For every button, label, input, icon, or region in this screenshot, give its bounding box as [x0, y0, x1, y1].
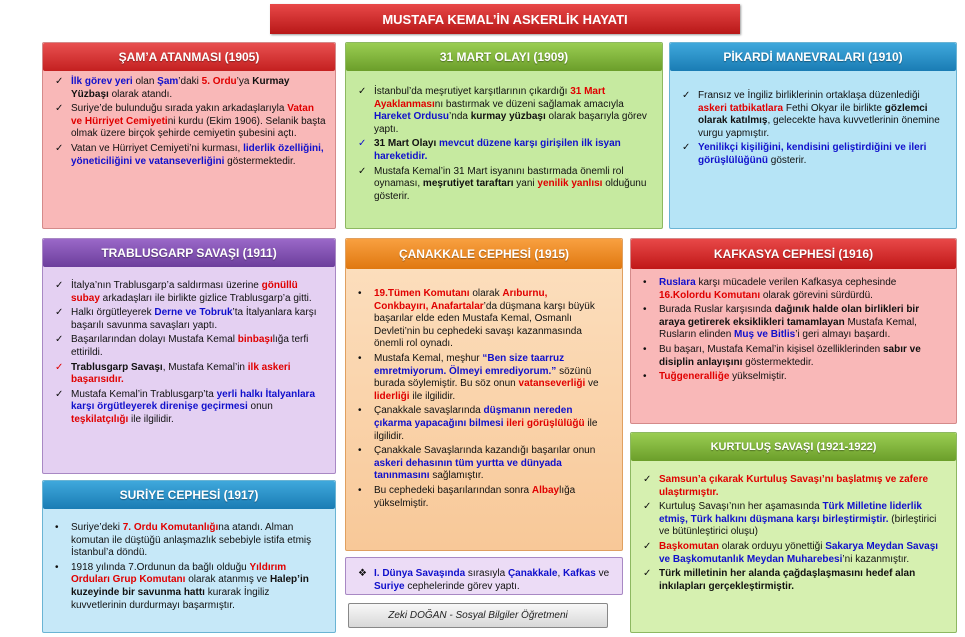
- card-suriye: [42, 480, 336, 633]
- card-31-mart-header: 31 MART OLAYI (1909): [346, 43, 662, 71]
- list-item: ✓ Kurtuluş Savaşı’nın her aşamasında Türk Milletine liderlik etmiş, Türk halkını düşmana karşı birleştirmiştir. (birleştirici ve bütünleştirici oluşu): [643, 501, 937, 538]
- list-item: ✓ İtalya’nın Trablusgarp’a saldırması üzerine gönüllü subay arkadaşları ile birlikte gizlice Trablusgarp’a gitti.: [55, 280, 312, 304]
- card-kurtulus-header: KURTULUŞ SAVAŞI (1921-1922): [631, 433, 956, 461]
- list-item: ✓ Samsun’a çıkarak Kurtuluş Savaşı’nı başlatmış ve zafere ulaştırmıştır.: [643, 474, 929, 498]
- card-kurtulus: [630, 432, 957, 633]
- list-item: ✓ Başarılarından dolayı Mustafa Kemal binbaşılığa terfi ettirildi.: [55, 334, 309, 358]
- list-item: • Burada Ruslar karşısında dağınık halde olan birlikleri bir araya getirerek eksiklikleri tamamlayan Mustafa Kemal, Rusların elinden Muş ve Bitlis’i geri almayı başardı.: [643, 304, 920, 341]
- card-trablusgarp: [42, 238, 336, 474]
- list-item: • 19.Tümen Komutanı olarak Arıburnu, Conkbayırı, Anafartalar’da düşmana karşı büyük başarılar elde eden Mustafa Kemal, Osmanlı Devleti’nin bu cephedeki savaşı kazanmasında önemli rol oynadı.: [358, 288, 595, 350]
- list-item: ✓ Halkı örgütleyerek Derne ve Tobruk’ta İtalyanlara karşı başarılı savunma savaşları yaptı.: [55, 307, 317, 331]
- card-pikardi-header: PİKARDİ MANEVRALARI (1910): [670, 43, 956, 71]
- list-item: ✓ Fransız ve İngiliz birliklerinin ortaklaşa düzenlediği askeri tatbikatlara Fethi Okyar ile birlikte gözlemci olarak katılmış, gelecekte hava kuvvetlerinin önemine vurgu yapmıştır.: [682, 90, 940, 139]
- list-item: • Bu cephedeki başarılarından sonra Albaylığa yükselmiştir.: [358, 484, 576, 509]
- list-item: • Bu başarı, Mustafa Kemal’in kişisel özelliklerinden sabır ve disiplin anlayışını göstermektedir.: [643, 343, 921, 368]
- list-item: ✓ Mustafa Kemal’in 31 Mart isyanını bastırmada önemli rol oynaması, meşrutiyet taraftarı yani yenilik yanlısı olduğunu gösterir.: [358, 165, 647, 202]
- list-item: • Tuğgeneralliğe yükselmiştir.: [643, 371, 787, 383]
- list-item: ✓ İstanbul’da meşrutiyet karşıtlarının çıkardığı 31 Mart Ayaklanmasını bastırmak ve düzeni sağlamak amacıyla Hareket Ordusu’nda kurmay yüzbaşı olarak başarıyla görev yaptı.: [358, 86, 647, 135]
- list-item: ✓ 31 Mart Olayı mevcut düzene karşı girişilen ilk isyan hareketidir.: [358, 138, 621, 162]
- list-item: • 1918 yılında 7.Ordunun da bağlı olduğu Yıldırım Orduları Grup Komutanı olarak atanmış ve Halep’in kuzeyinde bir savunma hattı kurarak İngiliz kuvvetlerinin durdurmayı başarmıştır.: [55, 561, 309, 611]
- list-item: • Suriye’deki 7. Ordu Komutanlığına atandı. Alman komutan ile düştüğü anlaşmazlık sebebiyle istifa etmiş İstanbul’a döndü.: [55, 522, 312, 559]
- card-canakkale: [345, 238, 623, 551]
- list-item: ✓ Türk milletinin her alanda çağdaşlaşmasını hedef alan inkılapları gerçekleştirmiştir.: [643, 568, 916, 592]
- list-item: • Çanakkale Savaşlarında kazandığı başarılar onun askeri dehasının tüm yurtta ve dünyada tanınmasını sağlamıştır.: [358, 445, 596, 482]
- list-item: ✓ İlk görev yeri olan Şam’daki 5. Ordu’ya Kurmay Yüzbaşı olarak atandı.: [55, 76, 290, 100]
- author-credit: Zeki DOĞAN - Sosyal Bilgiler Öğretmeni: [348, 603, 608, 628]
- list-item: ✓ Yenilikçi kişiliğini, kendisini geliştirdiğini ve ileri görüşlülüğünü gösterir.: [682, 142, 927, 166]
- list-item: ✓ Suriye’de bulunduğu sırada yakın arkadaşlarıyla Vatan ve Hürriyet Cemiyetini kurdu (Ekim 1906). Selanik başta olmak üzere birçok şehirde cemiyetin şubesini açtı.: [55, 103, 326, 140]
- list-item: ✓ Mustafa Kemal’in Trablusgarp’ta yerli halkı İtalyanlara karşı örgütleyerek direnişe geçirmesi onun teşkilatçılığı ile ilgilidir.: [55, 388, 316, 425]
- card-sam-header: ŞAM’A ATANMASI (1905): [43, 43, 335, 71]
- card-canakkale-header: ÇANAKKALE CEPHESİ (1915): [346, 239, 622, 269]
- list-item: • Çanakkale savaşlarında düşmanın nereden çıkarma yapacağını bilmesi ileri görüşlülüğü ile ilgilidir.: [358, 405, 598, 442]
- card-suriye-header: SURİYE CEPHESİ (1917): [43, 481, 335, 509]
- card-31-mart: [345, 42, 663, 229]
- card-trablusgarp-header: TRABLUSGARP SAVAŞI (1911): [43, 239, 335, 267]
- list-item: ❖ I. Dünya Savaşında sırasıyla Çanakkale, Kafkas ve Suriye cephelerinde görev yaptı.: [358, 568, 610, 592]
- card-dunya-savasi: [345, 557, 623, 595]
- page-title: MUSTAFA KEMAL’İN ASKERLİK HAYATI: [270, 4, 740, 34]
- list-item: ✓ Vatan ve Hürriyet Cemiyeti’ni kurması, liderlik özelliğini, yöneticiliğini ve vatanseverliğini göstermektedir.: [55, 142, 324, 167]
- list-item: • Ruslara karşı mücadele verilen Kafkasya cephesinde 16.Kolordu Komutanı olarak görevini sürdürdü.: [643, 277, 897, 301]
- list-item: • Mustafa Kemal, meşhur “Ben size taarruz emretmiyorum. Ölmeyi emrediyorum.” sözünü burada söylemiştir. Bu söz onun vatanseverliği ve liderliği ile ilgilidir.: [358, 352, 599, 402]
- card-pikardi: [669, 42, 957, 229]
- card-sam: [42, 42, 336, 229]
- list-item: ✓ Başkomutan olarak orduyu yönettiği Sakarya Meydan Savaşı ve Başkomutanlık Meydan Muharebesi’ni kazanmıştır.: [643, 540, 939, 565]
- card-kafkasya: [630, 238, 957, 424]
- card-kafkasya-header: KAFKASYA CEPHESİ (1916): [631, 239, 956, 269]
- list-item: ✓ Trablusgarp Savaşı, Mustafa Kemal’in ilk askeri başarısıdır.: [55, 361, 291, 386]
